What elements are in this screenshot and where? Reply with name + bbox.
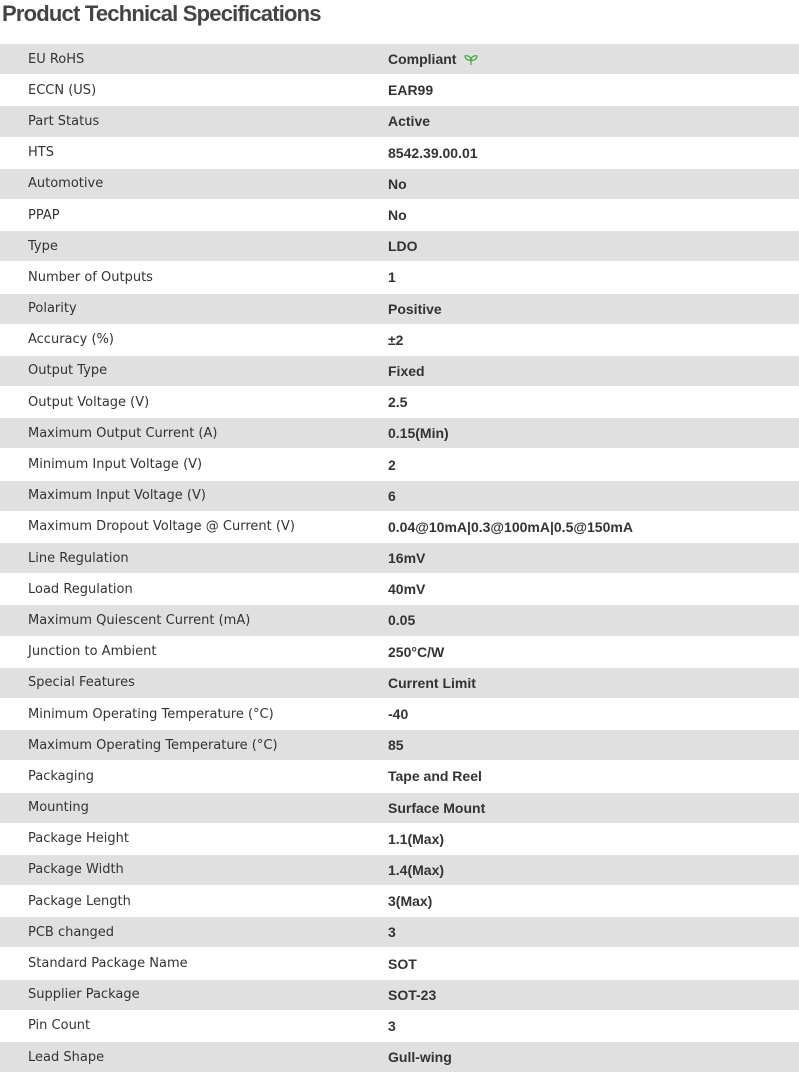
leaf-icon bbox=[464, 53, 478, 65]
spec-label: Mounting bbox=[28, 800, 89, 816]
spec-label: Package Height bbox=[28, 831, 129, 847]
table-row bbox=[0, 418, 799, 449]
table-row bbox=[0, 356, 799, 387]
spec-value bbox=[388, 924, 799, 940]
table-row bbox=[0, 699, 799, 730]
spec-value-text: Compliant bbox=[388, 51, 457, 68]
spec-value-text: 6 bbox=[388, 487, 396, 504]
spec-label: Maximum Dropout Voltage @ Current (V) bbox=[28, 519, 295, 535]
spec-label: Number of Outputs bbox=[28, 269, 153, 285]
table-row bbox=[0, 387, 799, 418]
spec-label: Type bbox=[28, 238, 58, 254]
spec-value bbox=[388, 457, 799, 473]
table-row bbox=[0, 855, 799, 886]
spec-value-text: Fixed bbox=[388, 362, 425, 379]
spec-label: Supplier Package bbox=[28, 987, 140, 1003]
spec-value-text: 8542.39.00.01 bbox=[388, 144, 478, 161]
spec-value bbox=[388, 145, 799, 161]
spec-value bbox=[388, 550, 799, 566]
spec-value bbox=[388, 862, 799, 878]
spec-value bbox=[388, 831, 799, 847]
spec-value-text: Tape and Reel bbox=[388, 768, 482, 785]
spec-value-text: 1 bbox=[388, 269, 396, 286]
spec-label: Part Status bbox=[28, 113, 100, 129]
table-row bbox=[0, 824, 799, 855]
table-row bbox=[0, 200, 799, 231]
spec-value bbox=[388, 176, 799, 192]
spec-value bbox=[388, 987, 799, 1003]
spec-value bbox=[388, 768, 799, 784]
spec-value-text: LDO bbox=[388, 238, 418, 255]
spec-label: Package Length bbox=[28, 893, 131, 909]
spec-value-text: Current Limit bbox=[388, 674, 476, 691]
table-row bbox=[0, 574, 799, 605]
spec-value-text: 3(Max) bbox=[388, 893, 433, 910]
spec-value-text: 1.4(Max) bbox=[388, 861, 445, 878]
spec-value-text: -40 bbox=[388, 706, 409, 723]
spec-value-text: No bbox=[388, 175, 407, 192]
spec-value-text: 0.05 bbox=[388, 612, 416, 629]
spec-value-text: SOT bbox=[388, 955, 417, 972]
spec-label: Automotive bbox=[28, 176, 104, 192]
table-row bbox=[0, 231, 799, 262]
spec-value-text: SOT-23 bbox=[388, 986, 437, 1003]
spec-label: Load Regulation bbox=[28, 581, 133, 597]
spec-value-text: 250°C/W bbox=[388, 643, 445, 660]
spec-value-text: Surface Mount bbox=[388, 799, 486, 816]
spec-value bbox=[388, 207, 799, 223]
spec-value-text: 85 bbox=[388, 737, 404, 754]
spec-value-text: 2.5 bbox=[388, 394, 408, 411]
table-row bbox=[0, 886, 799, 917]
spec-value-text: Positive bbox=[388, 300, 442, 317]
table-row bbox=[0, 138, 799, 169]
spec-value-text: 2 bbox=[388, 456, 396, 473]
spec-value-text: EAR99 bbox=[388, 82, 434, 99]
spec-value bbox=[388, 301, 799, 317]
spec-label: Line Regulation bbox=[28, 550, 129, 566]
spec-value-text: 1.1(Max) bbox=[388, 830, 445, 847]
table-row bbox=[0, 637, 799, 668]
table-row bbox=[0, 605, 799, 636]
spec-value bbox=[388, 51, 799, 67]
spec-value bbox=[388, 269, 799, 285]
table-row bbox=[0, 730, 799, 761]
table-row bbox=[0, 262, 799, 293]
page-title: Product Technical Specifications bbox=[2, 1, 321, 26]
spec-value bbox=[388, 1018, 799, 1034]
spec-value bbox=[388, 706, 799, 722]
spec-label: Maximum Output Current (A) bbox=[28, 425, 218, 441]
spec-label: Lead Shape bbox=[28, 1049, 105, 1065]
spec-value bbox=[388, 581, 799, 597]
spec-label: Output Voltage (V) bbox=[28, 394, 150, 410]
table-row bbox=[0, 169, 799, 200]
spec-label: Pin Count bbox=[28, 1018, 91, 1034]
table-row bbox=[0, 512, 799, 543]
spec-label: Maximum Operating Temperature (°C) bbox=[28, 737, 278, 753]
spec-label: Polarity bbox=[28, 301, 77, 317]
table-row bbox=[0, 75, 799, 106]
table-row bbox=[0, 668, 799, 699]
spec-label: Packaging bbox=[28, 768, 94, 784]
table-row bbox=[0, 948, 799, 979]
spec-value-text: Active bbox=[388, 113, 431, 130]
spec-value bbox=[388, 363, 799, 379]
spec-value bbox=[388, 425, 799, 441]
spec-label: Output Type bbox=[28, 363, 108, 379]
spec-value bbox=[388, 644, 799, 660]
table-row bbox=[0, 325, 799, 356]
spec-value-text: Gull-wing bbox=[388, 1049, 452, 1066]
table-row bbox=[0, 1011, 799, 1042]
spec-label: PCB changed bbox=[28, 924, 115, 940]
spec-label: ECCN (US) bbox=[28, 82, 97, 98]
spec-label: Junction to Ambient bbox=[28, 644, 157, 660]
spec-value bbox=[388, 82, 799, 98]
table-row bbox=[0, 917, 799, 948]
spec-label: Maximum Quiescent Current (mA) bbox=[28, 612, 251, 628]
spec-value-text: No bbox=[388, 207, 407, 224]
spec-value bbox=[388, 1049, 799, 1065]
spec-label: Package Width bbox=[28, 862, 124, 878]
spec-value bbox=[388, 488, 799, 504]
spec-value bbox=[388, 238, 799, 254]
spec-label: EU RoHS bbox=[28, 51, 85, 67]
spec-value-text: 40mV bbox=[388, 581, 426, 598]
spec-value bbox=[388, 956, 799, 972]
spec-label: Special Features bbox=[28, 675, 135, 691]
spec-value-text: 0.15(Min) bbox=[388, 425, 449, 442]
spec-value-text: 0.04@10mA|0.3@100mA|0.5@150mA bbox=[388, 518, 633, 535]
spec-label: Accuracy (%) bbox=[28, 332, 114, 348]
spec-value-text: 16mV bbox=[388, 550, 426, 567]
spec-value-text: 3 bbox=[388, 924, 396, 941]
spec-value bbox=[388, 394, 799, 410]
spec-value-text: ±2 bbox=[388, 331, 404, 348]
spec-label: Minimum Input Voltage (V) bbox=[28, 457, 203, 473]
spec-value bbox=[388, 800, 799, 816]
spec-value bbox=[388, 675, 799, 691]
spec-value bbox=[388, 737, 799, 753]
spec-label: PPAP bbox=[28, 207, 60, 223]
table-row bbox=[0, 106, 799, 137]
table-row bbox=[0, 761, 799, 792]
spec-label: Maximum Input Voltage (V) bbox=[28, 488, 206, 504]
table-row bbox=[0, 980, 799, 1011]
spec-value bbox=[388, 612, 799, 628]
table-row bbox=[0, 481, 799, 512]
spec-value bbox=[388, 113, 799, 129]
spec-value-text: 3 bbox=[388, 1017, 396, 1034]
table-row bbox=[0, 1042, 799, 1073]
spec-label: Minimum Operating Temperature (°C) bbox=[28, 706, 274, 722]
spec-value bbox=[388, 519, 799, 535]
table-row bbox=[0, 793, 799, 824]
table-row bbox=[0, 44, 799, 75]
spec-table bbox=[0, 44, 799, 1073]
spec-value bbox=[388, 893, 799, 909]
spec-label: HTS bbox=[28, 145, 54, 161]
spec-label: Standard Package Name bbox=[28, 956, 188, 972]
table-row bbox=[0, 294, 799, 325]
table-row bbox=[0, 449, 799, 480]
spec-value bbox=[388, 332, 799, 348]
table-row bbox=[0, 543, 799, 574]
